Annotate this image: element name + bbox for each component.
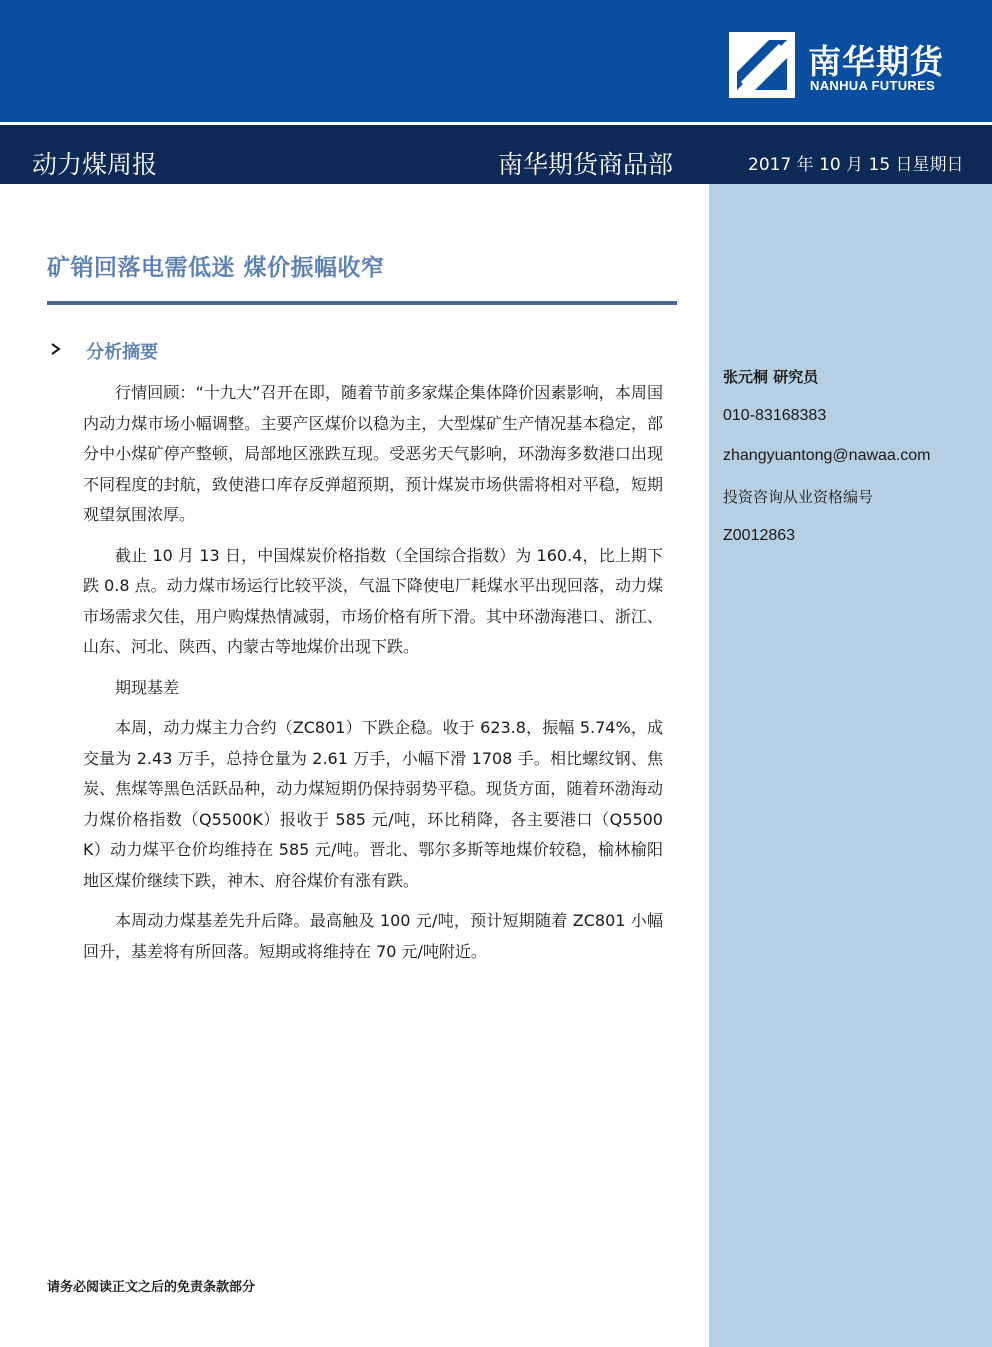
analyst-sidebar <box>709 184 992 1347</box>
subheading-basis: 期现基差 <box>115 677 180 697</box>
report-title-bar <box>0 122 992 184</box>
report-date: 2017 年 10 月 15 日星期日 <box>748 155 964 175</box>
report-headline: 矿销回落电需低迷 煤价振幅收窄 <box>47 255 385 281</box>
section-title: 分析摘要 <box>86 342 159 363</box>
nanhua-logo-icon <box>729 32 795 98</box>
arrow-bullet-icon <box>49 342 67 360</box>
analyst-name-title: 张元桐 研究员 <box>723 368 819 386</box>
report-body <box>83 378 663 977</box>
analyst-cert-number: Z0012863 <box>723 527 796 544</box>
brand-name-en: NANHUA FUTURES <box>810 78 936 93</box>
department-name: 南华期货商品部 <box>498 150 674 179</box>
brand-header <box>0 0 992 122</box>
analyst-cert-label: 投资咨询从业资格编号 <box>723 488 874 506</box>
disclaimer-note: 请务必阅读正文之后的免责条款部分 <box>47 1280 256 1295</box>
paragraph-futures-spot: 本周，动力煤主力合约（ZC801）下跌企稳。收于 623.8，振幅 5.74%，成交量为 2.43 万手，总持仓量为 2.61 万手，小幅下滑 1708 手。相比螺纹钢、焦炭、焦煤等黑色活跃品种，动力煤短期仍保持弱势平稳。现货方面，随着环渤海动力煤价格指数（Q5500K）报收于 585 元/吨，环比稍降，各主要港口（Q5500K）动力煤平仓价均维持在 585 元/吨。晋北、鄂尔多斯等地煤价较稳，榆林榆阳地区煤价继续下跌，神木、府谷煤价有涨有跌。 <box>83 718 663 890</box>
analyst-phone: 010-83168383 <box>723 407 827 424</box>
report-name: 动力煤周报 <box>32 150 158 179</box>
brand-name-cn: 南华期货 <box>808 42 944 81</box>
analyst-email[interactable]: zhangyuantong@nawaa.com <box>723 447 931 464</box>
paragraph-basis: 本周动力煤基差先升后降。最高触及 100 元/吨，预计短期随着 ZC801 小幅回升，基差将有所回落。短期或将维持在 70 元/吨附近。 <box>83 911 663 961</box>
section-header <box>47 338 158 364</box>
paragraph-price-index: 截止 10 月 13 日，中国煤炭价格指数（全国综合指数）为 160.4，比上期下跌 0.8 点。动力煤市场运行比较平淡，气温下降使电厂耗煤水平出现回落，动力煤市场需求欠佳，用户购煤热情减弱，市场价格有所下滑。其中环渤海港口、浙江、山东、河北、陕西、内蒙古等地煤价出现下跌。 <box>83 545 663 656</box>
paragraph-market-review: 行情回顾：“十九大”召开在即，随着节前多家煤企集体降价因素影响，本周国内动力煤市场小幅调整。主要产区煤价以稳为主，大型煤矿生产情况基本稳定，部分中小煤矿停产整顿，局部地区涨跌互现。受恶劣天气影响，环渤海多数港口出现不同程度的封航，致使港口库存反弹超预期，预计煤炭市场供需将相对平稳，短期观望氛围浓厚。 <box>83 383 663 524</box>
headline-divider <box>47 301 677 305</box>
